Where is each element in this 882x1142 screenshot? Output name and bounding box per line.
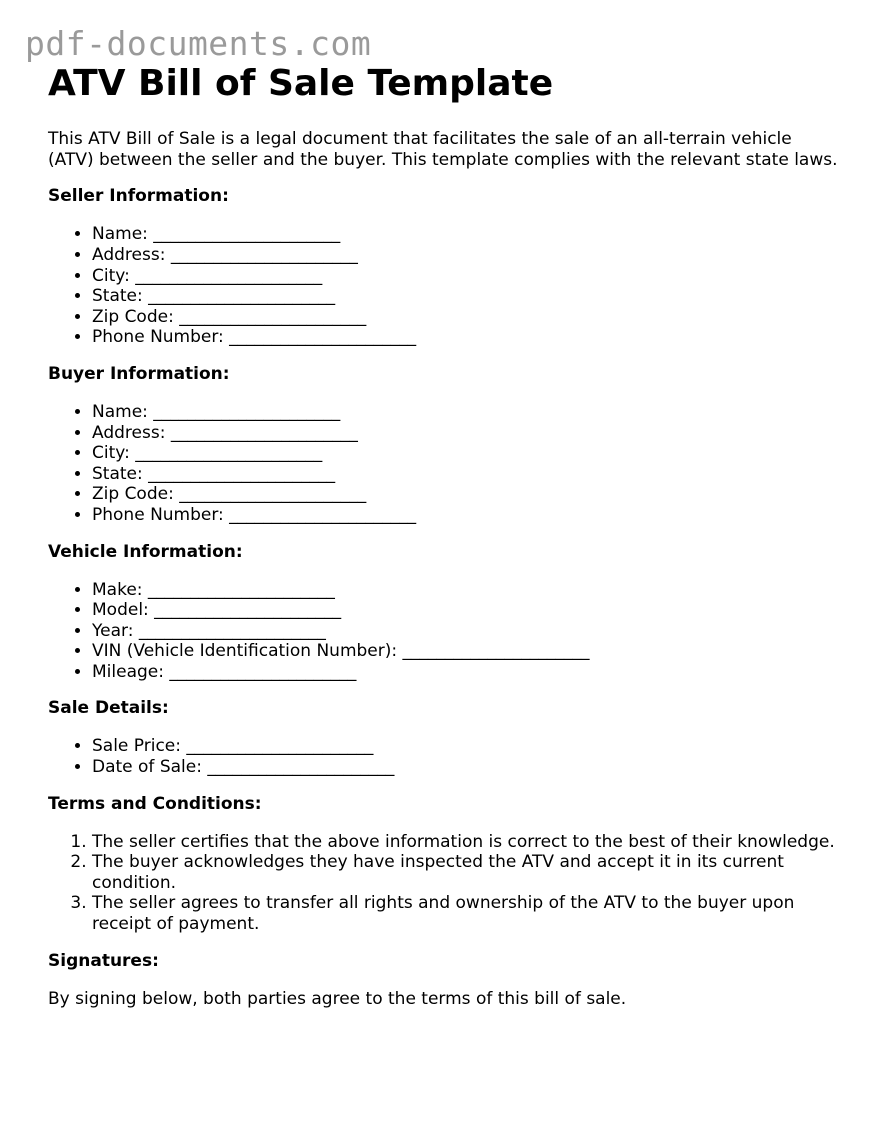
vehicle-year-field: • Year: ______________________ [92, 621, 838, 642]
terms-item: 2. The buyer acknowledges they have inspected the ATV and accept it in its current condition. [92, 852, 838, 893]
seller-zip-field: • Zip Code: ______________________ [92, 307, 838, 328]
terms-item: 1. The seller certifies that the above information is correct to the best of their knowledge. [92, 832, 838, 853]
seller-list [48, 224, 838, 348]
buyer-list [48, 402, 838, 526]
sale-date-field: • Date of Sale: ______________________ [92, 757, 838, 778]
buyer-zip-field: • Zip Code: ______________________ [92, 484, 838, 505]
seller-address-field: • Address: ______________________ [92, 245, 838, 266]
seller-heading: Seller Information: [48, 186, 229, 207]
vehicle-list [48, 580, 838, 683]
intro-paragraph: This ATV Bill of Sale is a legal document that facilitates the sale of an all-terrain vehicle (ATV) between the seller and the buyer. This template complies with the relevant state laws. [48, 129, 838, 170]
terms-heading: Terms and Conditions: [48, 793, 262, 814]
vehicle-make-field: • Make: ______________________ [92, 580, 838, 601]
sale-price-field: • Sale Price: ______________________ [92, 736, 838, 757]
vehicle-mileage-field: • Mileage: ______________________ [92, 662, 838, 683]
seller-phone-field: • Phone Number: ______________________ [92, 327, 838, 348]
buyer-name-field: • Name: ______________________ [92, 402, 838, 423]
buyer-heading: Buyer Information: [48, 363, 230, 384]
seller-city-field: • City: ______________________ [92, 266, 838, 287]
terms-item: 3. The seller agrees to transfer all rights and ownership of the ATV to the buyer upon receipt of payment. [92, 893, 838, 934]
vehicle-vin-field: • VIN (Vehicle Identification Number): ______________________ [92, 641, 838, 662]
document-page [48, 62, 838, 1009]
sale-list [48, 736, 838, 777]
seller-name-field: • Name: ______________________ [92, 224, 838, 245]
watermark: pdf-documents.com [25, 24, 372, 63]
vehicle-heading: Vehicle Information: [48, 541, 243, 562]
buyer-city-field: • City: ______________________ [92, 443, 838, 464]
signatures-text: By signing below, both parties agree to the terms of this bill of sale. [48, 988, 627, 1009]
terms-list [48, 832, 838, 935]
seller-state-field: • State: ______________________ [92, 286, 838, 307]
vehicle-model-field: • Model: ______________________ [92, 600, 838, 621]
buyer-address-field: • Address: ______________________ [92, 423, 838, 444]
buyer-phone-field: • Phone Number: ______________________ [92, 505, 838, 526]
signatures-heading: Signatures: [48, 950, 159, 971]
document-title: ATV Bill of Sale Template [48, 63, 554, 104]
sale-heading: Sale Details: [48, 698, 169, 719]
buyer-state-field: • State: ______________________ [92, 464, 838, 485]
